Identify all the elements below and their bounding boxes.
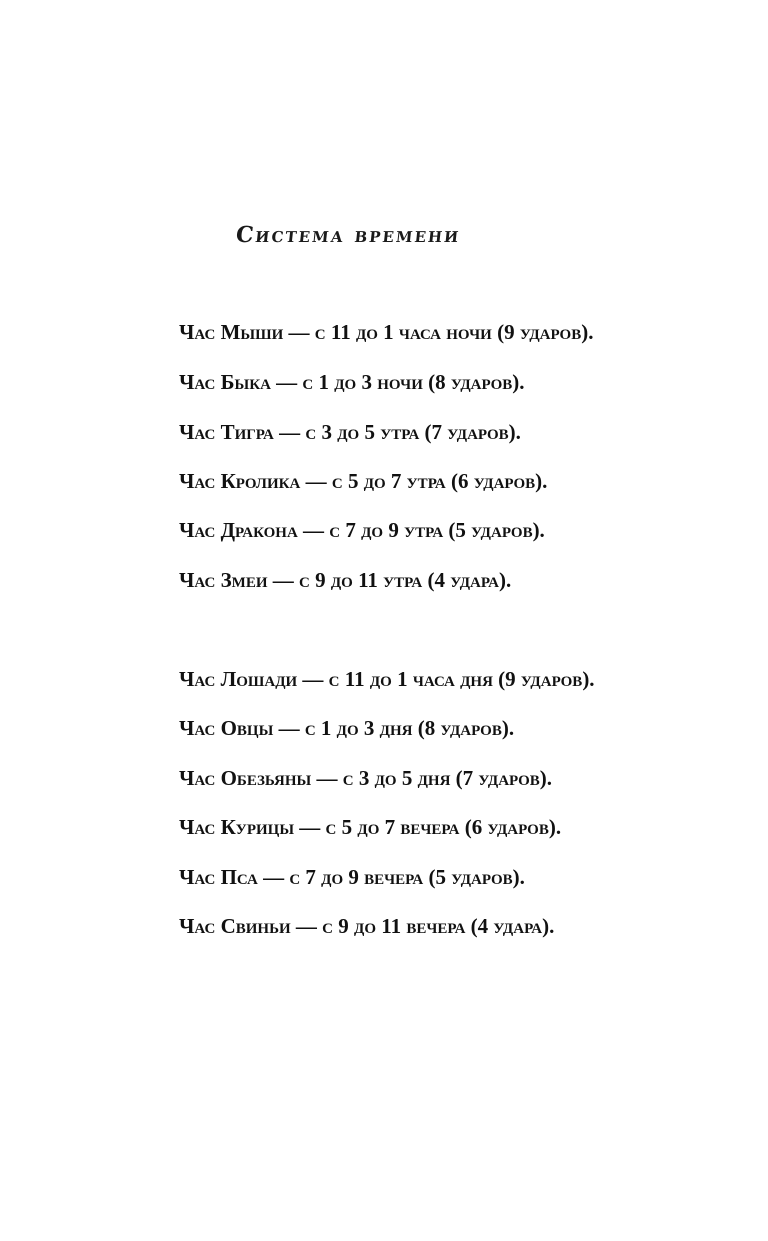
hour-entry-rooster: Час Курицы — с 5 до 7 вечера (6 ударов).: [179, 815, 562, 839]
section-title: Система времени: [234, 222, 462, 248]
hour-entry-tiger: Час Тигра — с 3 до 5 утра (7 ударов).: [179, 420, 521, 444]
hour-entry-monkey: Час Обезьяны — с 3 до 5 дня (7 ударов).: [179, 766, 553, 790]
hour-entry-mouse: Час Мыши — с 11 до 1 часа ночи (9 ударов).: [179, 320, 594, 344]
hour-entry-sheep: Час Овцы — с 1 до 3 дня (8 ударов).: [179, 716, 515, 740]
hour-entry-horse: Час Лошади — с 11 до 1 часа дня (9 ударов).: [179, 667, 595, 691]
hour-entry-dog: Час Пса — с 7 до 9 вечера (5 ударов).: [179, 865, 525, 889]
hour-entry-dragon: Час Дракона — с 7 до 9 утра (5 ударов).: [179, 518, 545, 542]
hour-entry-pig: Час Свиньи — с 9 до 11 вечера (4 удара).: [179, 914, 555, 938]
hour-entry-snake: Час Змеи — с 9 до 11 утра (4 удара).: [179, 568, 512, 592]
hour-entry-ox: Час Быка — с 1 до 3 ночи (8 ударов).: [179, 370, 525, 394]
hour-entry-rabbit: Час Кролика — с 5 до 7 утра (6 ударов).: [179, 469, 548, 493]
